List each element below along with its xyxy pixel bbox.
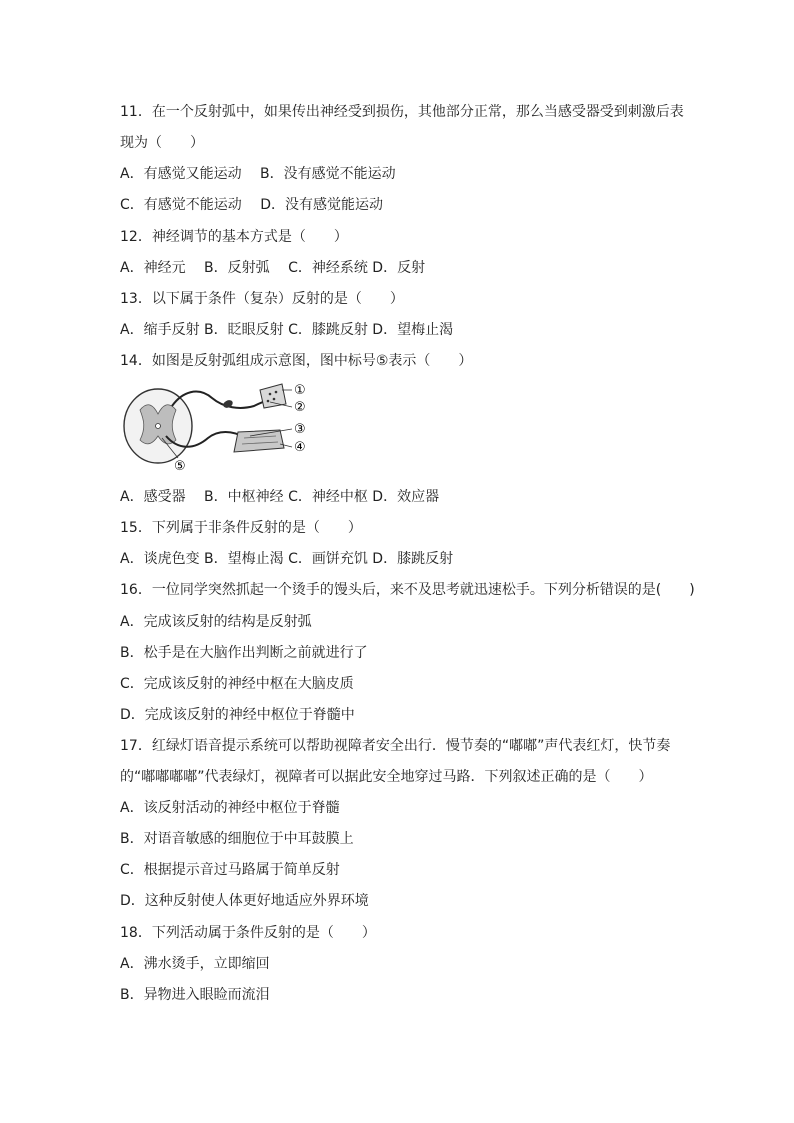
question-15-options: A．谈虎色变 B．望梅止渴 C．画饼充饥 D．膝跳反射 — [120, 551, 454, 567]
question-17-option-b: B．对语音敏感的细胞位于中耳鼓膜上 — [120, 831, 354, 847]
figure-label-3: ③ — [294, 422, 306, 437]
figure-label-1: ① — [294, 383, 306, 398]
question-16-option-b: B．松手是在大脑作出判断之前就进行了 — [120, 645, 368, 661]
question-18-option-a: A．沸水烫手，立即缩回 — [120, 956, 270, 972]
question-12-options: A．神经元 B．反射弧 C．神经系统 D．反射 — [120, 260, 426, 276]
question-17-option-d: D．这种反射使人体更好地适应外界环境 — [120, 893, 369, 909]
figure-label-2: ② — [294, 400, 306, 415]
question-15-stem: 15．下列属于非条件反射的是（ ） — [120, 520, 362, 536]
question-17-stem-line2: 的“嘟嘟嘟嘟”代表绿灯，视障者可以据此安全地穿过马路．下列叙述正确的是（ ） — [120, 769, 653, 785]
question-11-stem-line1: 11．在一个反射弧中，如果传出神经受到损伤，其他部分正常，那么当感受器受到刺激后表 — [120, 104, 684, 120]
question-12-stem: 12．神经调节的基本方式是（ ） — [120, 229, 348, 245]
question-13-options: A．缩手反射 B．眨眼反射 C．膝跳反射 D．望梅止渴 — [120, 322, 454, 338]
question-11-options-line1: A．有感觉又能运动 B．没有感觉不能运动 — [120, 166, 396, 182]
question-16-option-d: D．完成该反射的神经中枢位于脊髓中 — [120, 707, 355, 723]
question-17-stem-line1: 17．红绿灯语音提示系统可以帮助视障者安全出行．慢节奏的“嘟嘟”声代表红灯，快节奏 — [120, 738, 671, 754]
question-17-option-c: C．根据提示音过马路属于简单反射 — [120, 862, 340, 878]
question-17-option-a: A．该反射活动的神经中枢位于脊髓 — [120, 800, 340, 816]
question-14-options: A．感受器 B．中枢神经 C．神经中枢 D．效应器 — [120, 489, 440, 505]
reflex-arc-diagram — [120, 380, 310, 472]
question-18-option-b: B．异物进入眼睑而流泪 — [120, 987, 270, 1003]
question-18-stem: 18．下列活动属于条件反射的是（ ） — [120, 925, 376, 941]
question-16-option-c: C．完成该反射的神经中枢在大脑皮质 — [120, 676, 354, 692]
question-14-stem: 14．如图是反射弧组成示意图，图中标号⑤表示（ ） — [120, 353, 473, 369]
question-16-stem: 16．一位同学突然抓起一个烫手的馒头后，来不及思考就迅速松手。下列分析错误的是( ) — [120, 582, 695, 598]
question-11-stem-line2: 现为（ ） — [120, 135, 204, 151]
question-11-options-line2: C．有感觉不能运动 D．没有感觉能运动 — [120, 197, 384, 213]
figure-label-5: ⑤ — [174, 459, 186, 472]
figure-label-4: ④ — [294, 440, 306, 455]
question-16-option-a: A．完成该反射的结构是反射弧 — [120, 614, 312, 630]
question-13-stem: 13．以下属于条件（复杂）反射的是（ ） — [120, 291, 404, 307]
